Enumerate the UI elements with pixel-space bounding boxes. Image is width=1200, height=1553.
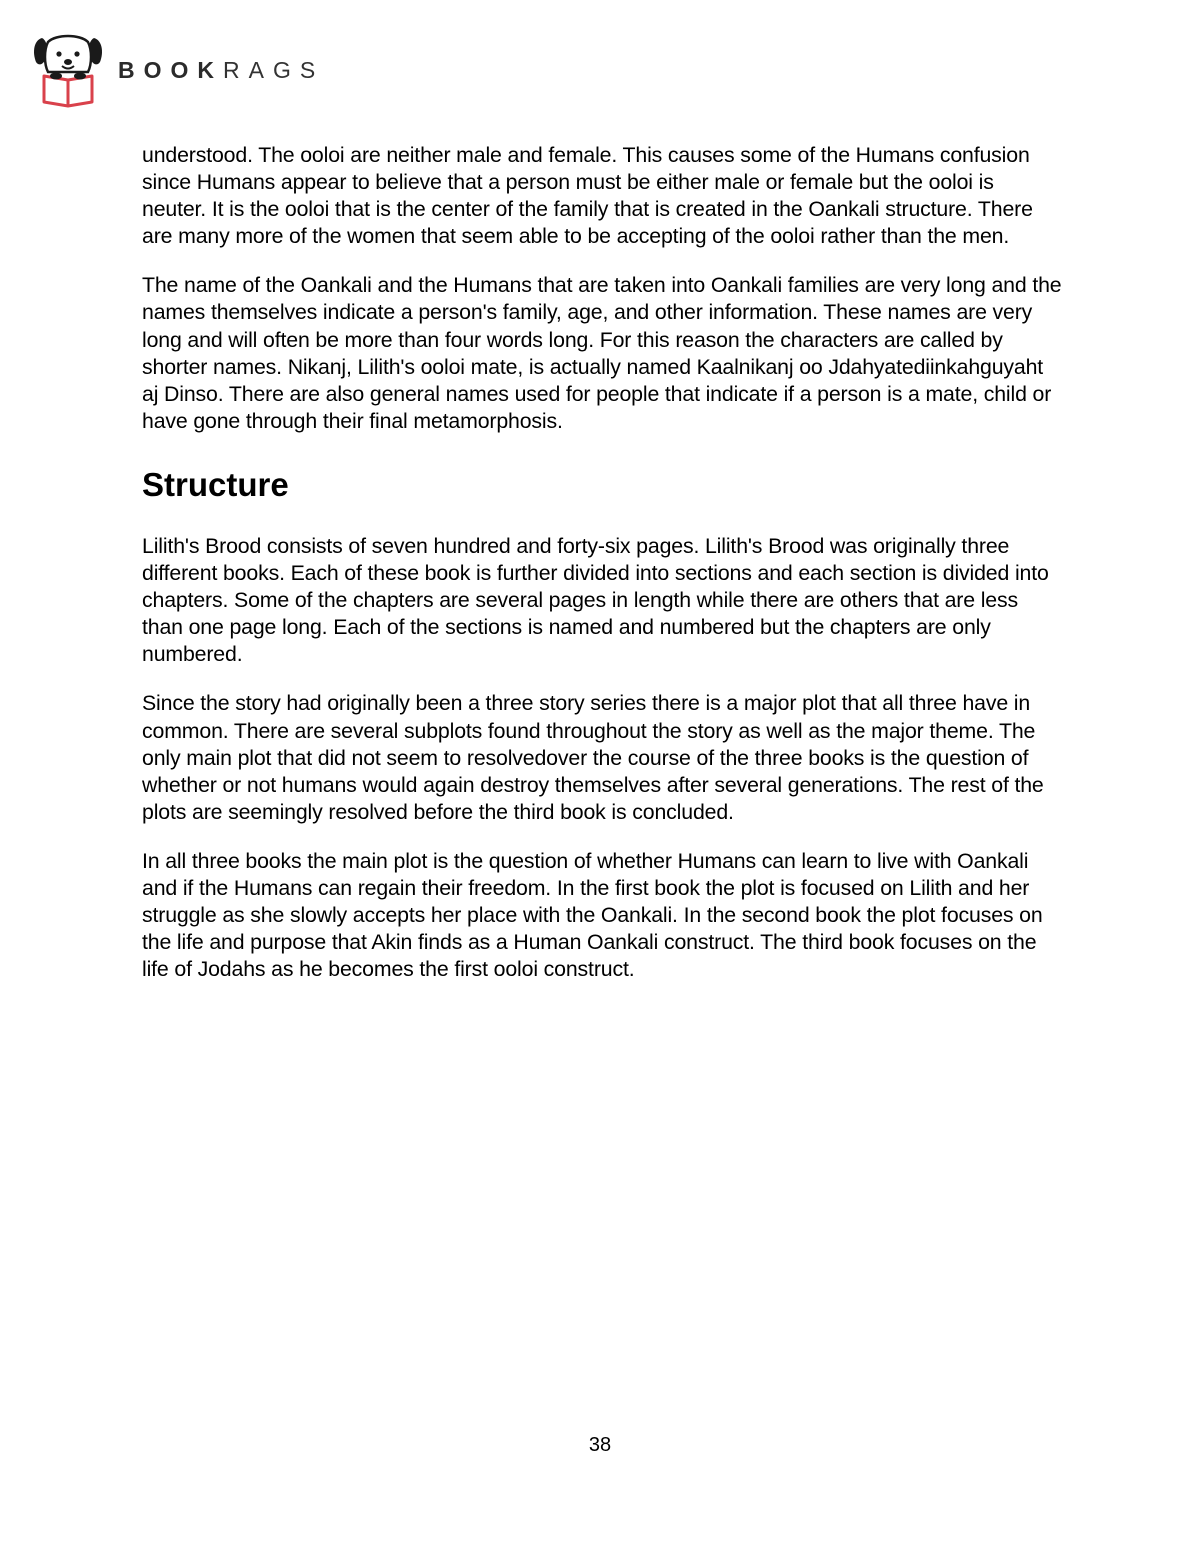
body-paragraph: understood. The ooloi are neither male and female. This causes some of the Humans confusion since Humans appear to believe that a person must be either male or female but the ooloi is neuter. It is the ooloi that is the center of the family that is created in the Oankali structure. There are many more of the women that seem able to be accepting of the ooloi rather than the men. xyxy=(142,143,1033,249)
body-paragraph: In all three books the main plot is the question of whether Humans can learn to live with Oankali and if the Humans can regain their freedom. In the first book the plot is focused on Lilith and her struggle as she slowly accepts her place with the Oankali. In the second book the plot focuses on the life and purpose that Akin finds as a Human Oankali construct. The third book focuses on the life of Jodahs as he becomes the first ooloi construct. xyxy=(142,848,1043,982)
dog-reading-book-icon xyxy=(32,32,104,108)
bookrags-logo[interactable] xyxy=(32,32,324,108)
logo-wordmark-light: RAGS xyxy=(223,56,325,83)
page-number: 38 xyxy=(588,1434,612,1456)
body-paragraph: The name of the Oankali and the Humans that are taken into Oankali families are very long and the names themselves indicate a person's family, age, and other information. These names are very long and will often be more than four words long. For this reason the characters are called by shorter names. Nikanj, Lilith's ooloi mate, is actually named Kaalnikanj oo Jdahyatediinkahguyaht aj Dinso. There are also general names used for people that indicate if a person is a mate, child or have gone through their final metamorphosis. xyxy=(142,273,1062,433)
logo-wordmark xyxy=(118,56,325,83)
section-heading: Structure xyxy=(142,465,289,503)
page-body xyxy=(142,142,1062,1005)
body-paragraph: Lilith's Brood consists of seven hundred and forty-six pages. Lilith's Brood was originally three different books. Each of these book is further divided into sections and each section is divided into chapters. Some of the chapters are several pages in length while there are others that are less than one page long. Each of the sections is named and numbered but the chapters are only numbered. xyxy=(142,533,1049,667)
logo-wordmark-bold: BOOK xyxy=(118,56,223,83)
body-paragraph: Since the story had originally been a three story series there is a major plot that all three have in common. There are several subplots found throughout the story as well as the major theme. The only main plot that did not seem to resolvedover the course of the three books is the question of whether or not humans would again destroy themselves after several generations. The rest of the plots are seemingly resolved before the third book is concluded. xyxy=(142,691,1044,824)
